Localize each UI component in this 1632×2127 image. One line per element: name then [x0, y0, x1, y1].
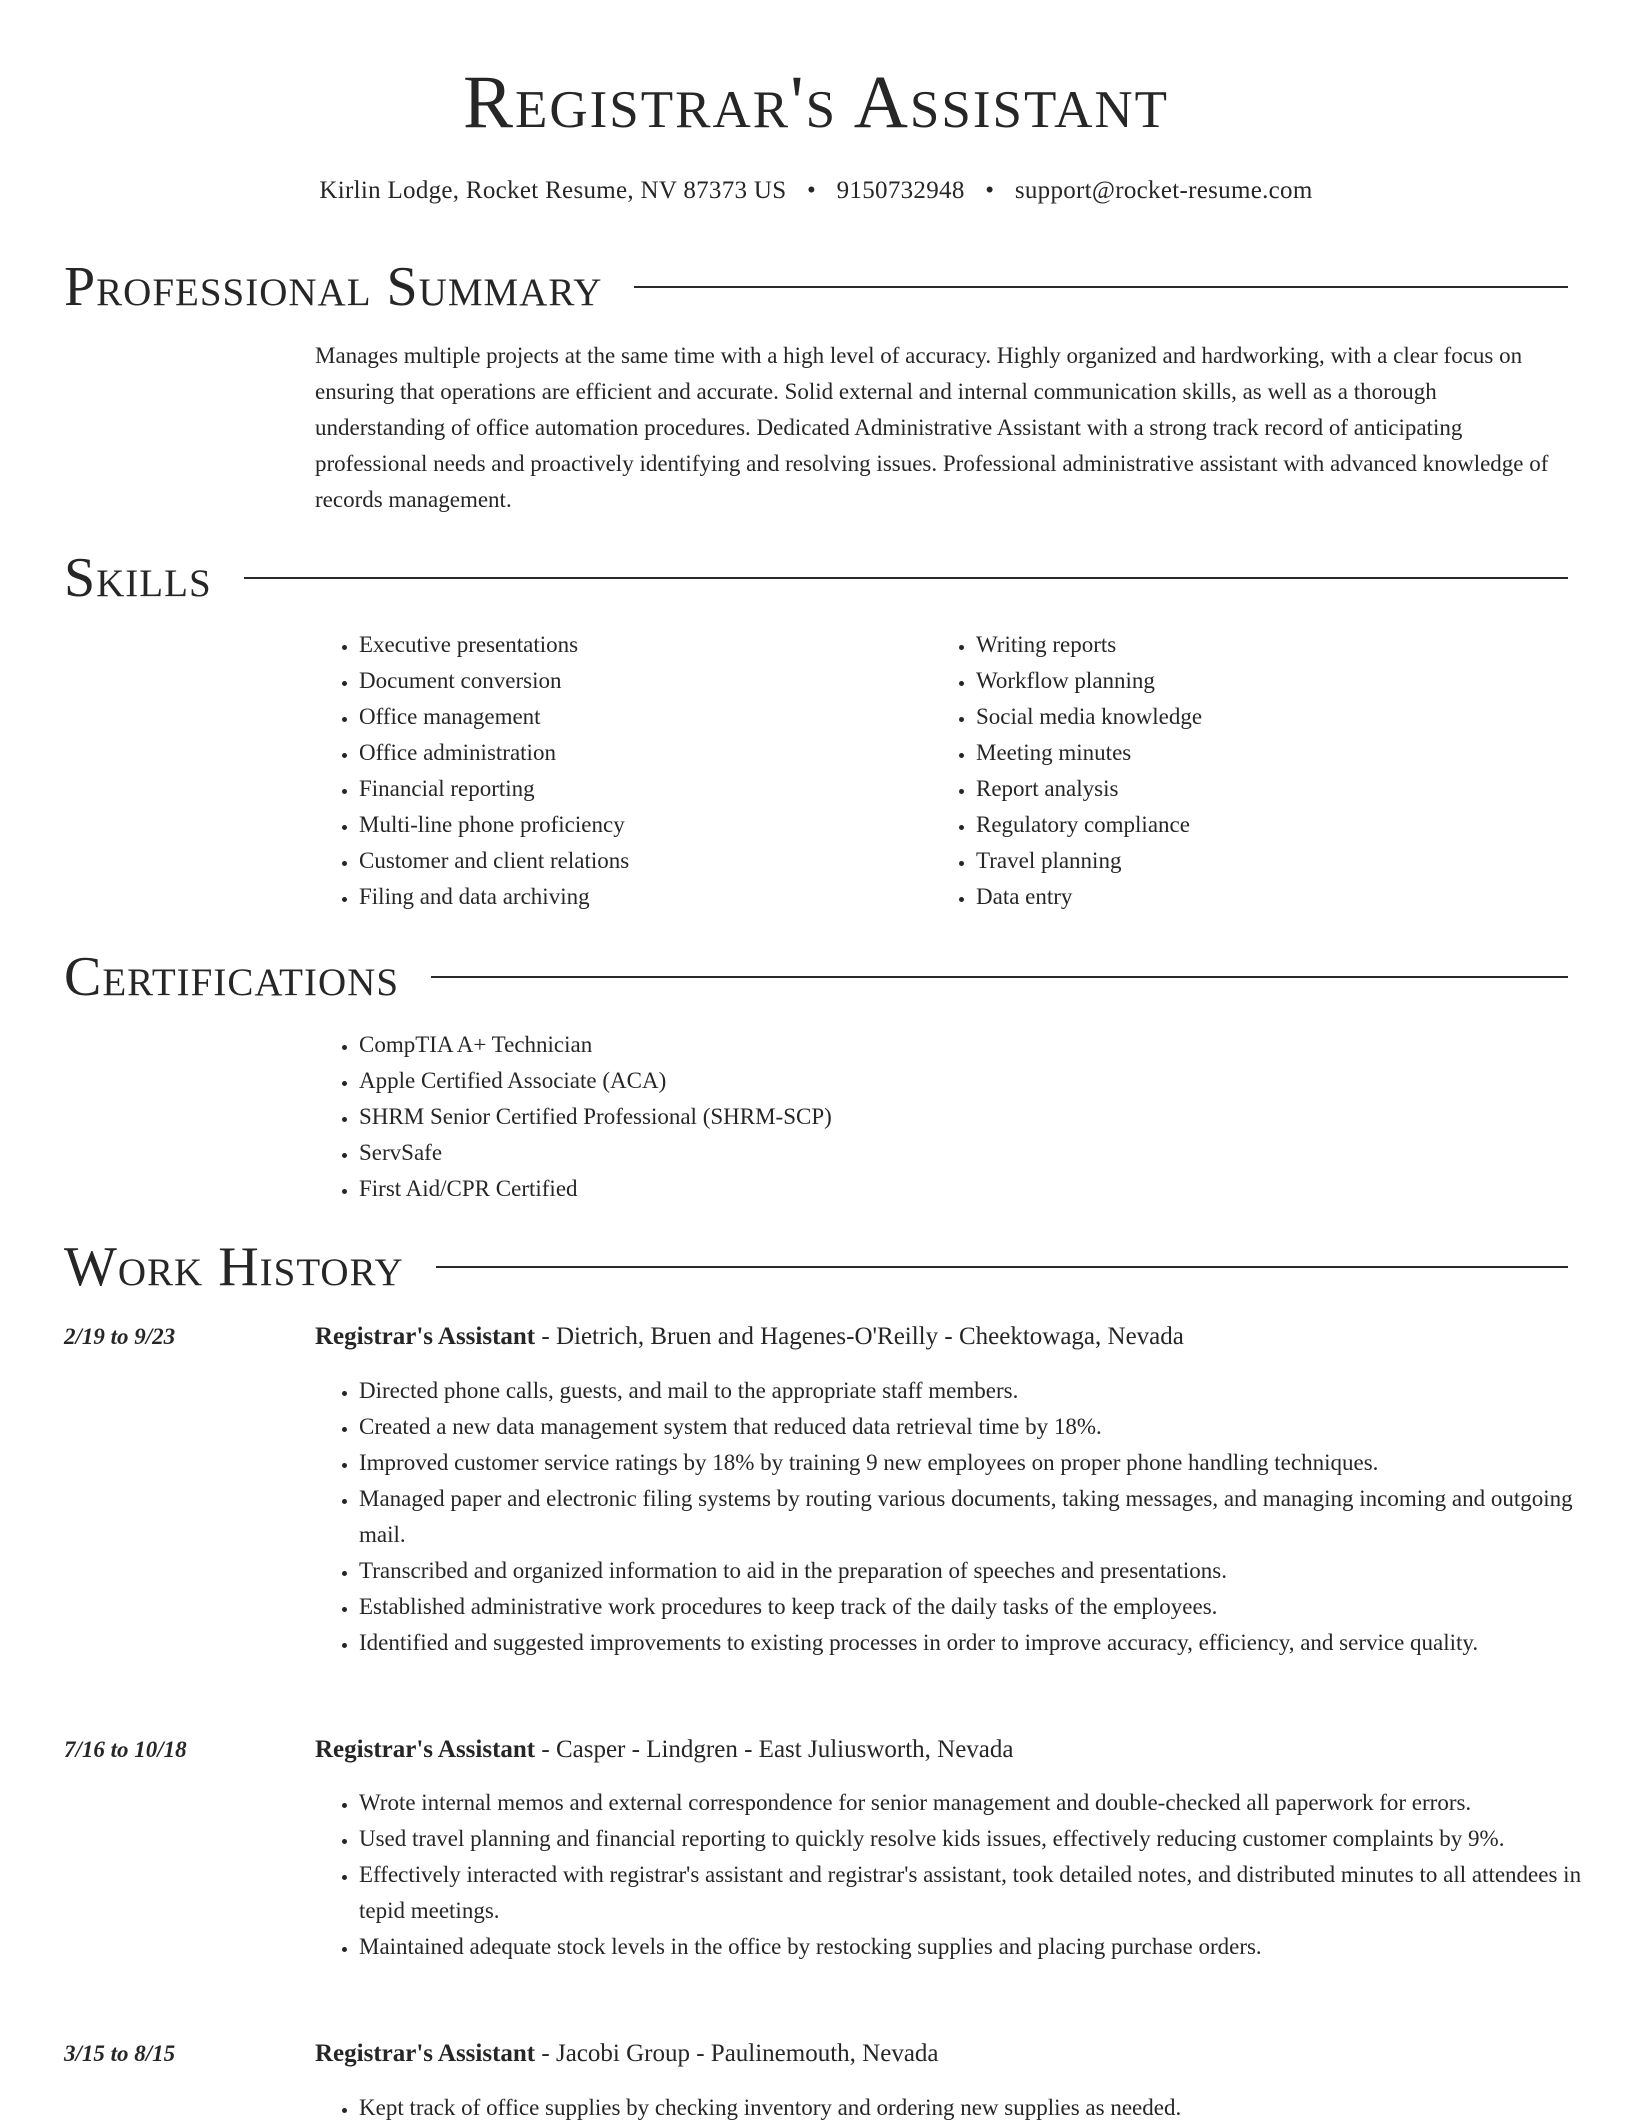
skill-item: • Report analysis: [976, 771, 1576, 807]
contact-email: support@rocket-resume.com: [1014, 177, 1313, 204]
job-bullet: • Created a new data management system that reduced data retrieval time by 18%.: [359, 1409, 1614, 1445]
skill-item: • Workflow planning: [976, 663, 1576, 699]
job-heading: [315, 2036, 939, 2072]
job-bullets: [315, 2090, 1614, 2126]
job-bullet: • Established administrative work procedures to keep track of the daily tasks of the employees.: [359, 1589, 1614, 1625]
skill-item: • Filing and data archiving: [359, 879, 929, 915]
certification-item: • ServSafe: [359, 1135, 1559, 1171]
job-dates: 7/16 to 10/18: [64, 1737, 187, 1762]
summary-text: Manages multiple projects at the same time with a high level of accuracy. Highly organized and hardworking, with a clear focus on ensuring that operations are efficient and accurate. Solid external and internal communication skills, as well as a thorough understanding of office automation procedures. Dedicated Administrative Assistant with a strong track record of anticipating professional needs and proactively identifying and resolving issues. Professional administrative assistant with advanced knowledge of records management.: [315, 343, 1549, 512]
job-details: - Casper - Lindgren - East Juliusworth, Nevada: [535, 1736, 1014, 1763]
section-title-work-history: Work History: [64, 1235, 436, 1299]
job-bullet: • Managed paper and electronic filing systems by routing various documents, taking messages, and managing incoming and outgoing mail.: [359, 1481, 1614, 1553]
section-title-skills: Skills: [64, 546, 244, 610]
section-title-certifications: Certifications: [64, 945, 431, 1009]
job-bullet: • Effectively interacted with registrar's assistant and registrar's assistant, took detailed notes, and distributed minutes to all attendees in tepid meetings.: [359, 1857, 1614, 1929]
job-details: - Dietrich, Bruen and Hagenes-O'Reilly - Cheektowaga, Nevada: [535, 1323, 1184, 1350]
skill-item: • Travel planning: [976, 843, 1576, 879]
job-title: Registrar's Assistant: [315, 1323, 536, 1350]
skill-item: • Office administration: [359, 735, 929, 771]
job-bullet: • Wrote internal memos and external correspondence for senior management and double-checked all paperwork for errors.: [359, 1785, 1614, 1821]
skills-list-left: [315, 627, 929, 915]
certification-item: • Apple Certified Associate (ACA): [359, 1063, 1559, 1099]
skill-item: • Executive presentations: [359, 627, 929, 663]
job-bullet: • Improved customer service ratings by 18% by training 9 new employees on proper phone handling techniques.: [359, 1445, 1614, 1481]
skill-item: • Regulatory compliance: [976, 807, 1576, 843]
skill-item: • Office management: [359, 699, 929, 735]
skill-item: • Document conversion: [359, 663, 929, 699]
job-bullet: • Maintained adequate stock levels in the office by restocking supplies and placing purchase orders.: [359, 1929, 1614, 1965]
job-heading: [315, 1319, 1184, 1355]
contact-separator: •: [985, 177, 995, 204]
skill-item: • Customer and client relations: [359, 843, 929, 879]
certification-item: • CompTIA A+ Technician: [359, 1027, 1559, 1063]
job-title: Registrar's Assistant: [315, 2040, 536, 2067]
contact-phone: 9150732948: [836, 177, 965, 204]
certification-item: • First Aid/CPR Certified: [359, 1171, 1559, 1207]
resume-name: Registrar's Assistant: [462, 61, 1170, 144]
contact-address: Kirlin Lodge, Rocket Resume, NV 87373 US: [319, 177, 787, 204]
job-title: Registrar's Assistant: [315, 1736, 536, 1763]
section-divider: [64, 577, 1568, 579]
job-bullet: • Kept track of office supplies by checking inventory and ordering new supplies as needed.: [359, 2090, 1614, 2126]
skill-item: • Social media knowledge: [976, 699, 1576, 735]
job-bullet: • Transcribed and organized information to aid in the preparation of speeches and presentations.: [359, 1553, 1614, 1589]
job-bullet: • Used travel planning and financial reporting to quickly resolve kids issues, effectively reducing customer complaints by 9%.: [359, 1821, 1614, 1857]
job-details: - Jacobi Group - Paulinemouth, Nevada: [535, 2040, 939, 2067]
section-title-summary: Professional Summary: [64, 255, 634, 319]
job-bullets: [315, 1373, 1614, 1661]
job-heading: [315, 1732, 1014, 1768]
job-bullet: • Identified and suggested improvements to existing processes in order to improve accuracy, efficiency, and service quality.: [359, 1625, 1614, 1661]
certifications-list: [315, 1027, 1559, 1207]
job-dates: 3/15 to 8/15: [64, 2041, 176, 2066]
skill-item: • Writing reports: [976, 627, 1576, 663]
certification-item: • SHRM Senior Certified Professional (SHRM-SCP): [359, 1099, 1559, 1135]
skill-item: • Multi-line phone proficiency: [359, 807, 929, 843]
skill-item: • Data entry: [976, 879, 1576, 915]
job-bullets: [315, 1785, 1614, 1965]
contact-line: [0, 174, 1632, 208]
skill-item: • Financial reporting: [359, 771, 929, 807]
skills-list-right: [932, 627, 1576, 915]
skill-item: • Meeting minutes: [976, 735, 1576, 771]
job-dates: 2/19 to 9/23: [64, 1324, 176, 1349]
contact-separator: •: [807, 177, 817, 204]
job-bullet: • Directed phone calls, guests, and mail to the appropriate staff members.: [359, 1373, 1614, 1409]
